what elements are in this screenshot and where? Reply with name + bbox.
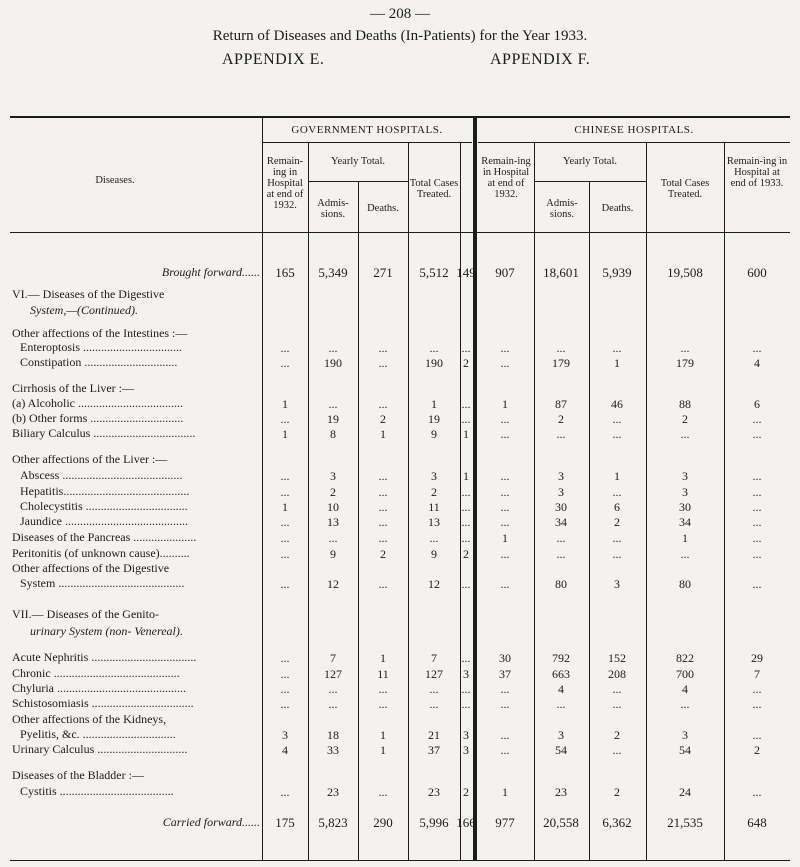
table-cell: 9 bbox=[330, 547, 336, 561]
table-cell: 2 bbox=[682, 412, 688, 426]
table-cell: ... bbox=[612, 485, 622, 499]
table-cell: 37 bbox=[499, 667, 511, 681]
table-cell: 9 bbox=[431, 427, 437, 441]
row-label: Other affections of the Intestines :— bbox=[12, 326, 188, 340]
table-cell: 792 bbox=[552, 651, 570, 665]
table-cell: 179 bbox=[676, 356, 694, 370]
table-cell: ... bbox=[461, 341, 471, 355]
table-cell: ... bbox=[378, 341, 388, 355]
table-cell: 2 bbox=[614, 785, 620, 799]
table-cell: 1 bbox=[463, 427, 469, 441]
table-cell: ... bbox=[461, 500, 471, 514]
table-cell: ... bbox=[378, 485, 388, 499]
table-cell: 190 bbox=[324, 356, 342, 370]
table-cell: ... bbox=[556, 427, 566, 441]
table-cell: ... bbox=[752, 469, 762, 483]
table-cell: 1 bbox=[282, 500, 288, 514]
table-cell: 1 bbox=[682, 531, 688, 545]
table-cell: ... bbox=[328, 341, 338, 355]
table-cell: 1 bbox=[614, 356, 620, 370]
table-cell: 6 bbox=[614, 500, 620, 514]
table-cell: ... bbox=[752, 531, 762, 545]
table-cell: ... bbox=[752, 728, 762, 742]
row-label: Diseases of the Bladder :— bbox=[12, 768, 144, 782]
table-cell: ... bbox=[328, 531, 338, 545]
table-cell: ... bbox=[752, 412, 762, 426]
table-cell: ... bbox=[280, 531, 290, 545]
header-bottom-rule bbox=[10, 232, 790, 233]
table-cell: ... bbox=[461, 682, 471, 696]
table-cell: ... bbox=[378, 697, 388, 711]
table-cell: 20,558 bbox=[543, 815, 579, 830]
table-cell: ... bbox=[612, 341, 622, 355]
table-cell: 46 bbox=[611, 397, 623, 411]
header-chi-yearly-total: Yearly Total. bbox=[562, 156, 617, 167]
appendix-f-heading: APPENDIX F. bbox=[490, 51, 591, 68]
table-cell: 5,996 bbox=[419, 815, 449, 830]
header-gov-deaths: Deaths. bbox=[367, 203, 399, 214]
table-cell: 290 bbox=[373, 815, 393, 830]
table-cell: 4 bbox=[754, 356, 760, 370]
table-cell: 190 bbox=[425, 356, 443, 370]
table-cell: ... bbox=[752, 577, 762, 591]
table-cell: 1 bbox=[463, 469, 469, 483]
total-row-label: Carried forward...... bbox=[162, 815, 260, 829]
table-cell: 88 bbox=[679, 397, 691, 411]
table-cell: ... bbox=[461, 651, 471, 665]
table-cell: 87 bbox=[555, 397, 567, 411]
table-cell: ... bbox=[280, 651, 290, 665]
header-government-hospitals: GOVERNMENT HOSPITALS. bbox=[291, 124, 443, 136]
table-cell: 23 bbox=[555, 785, 567, 799]
table-cell: ... bbox=[500, 697, 510, 711]
table-cell: 3 bbox=[330, 469, 336, 483]
header-chinese-hospitals: CHINESE HOSPITALS. bbox=[574, 124, 694, 136]
table-cell: ... bbox=[461, 397, 471, 411]
table-cell: 12 bbox=[327, 577, 339, 591]
table-cell: 822 bbox=[676, 651, 694, 665]
table-cell: ... bbox=[461, 577, 471, 591]
table-cell: ... bbox=[500, 682, 510, 696]
page-number: — 208 — bbox=[370, 6, 430, 22]
header-chi-remain-1932: Remain-ing in Hospital at end of 1932. bbox=[481, 156, 531, 200]
table-cell: ... bbox=[378, 531, 388, 545]
table-cell: 3 bbox=[431, 469, 437, 483]
table-cell: ... bbox=[280, 547, 290, 561]
table-cell: 5,349 bbox=[318, 265, 348, 280]
table-cell: 1 bbox=[502, 785, 508, 799]
table-cell: ... bbox=[680, 427, 690, 441]
row-label: Other affections of the Digestive bbox=[12, 561, 170, 575]
appendix-e-heading: APPENDIX E. bbox=[222, 51, 325, 68]
table-cell: ... bbox=[280, 469, 290, 483]
table-cell: 12 bbox=[428, 577, 440, 591]
table-cell: 1 bbox=[380, 427, 386, 441]
table-cell: 54 bbox=[555, 743, 567, 757]
row-label: Other affections of the Liver :— bbox=[12, 452, 168, 466]
gov-group-underline bbox=[262, 142, 472, 143]
table-cell: 179 bbox=[552, 356, 570, 370]
table-cell: ... bbox=[556, 547, 566, 561]
table-cell: ... bbox=[680, 697, 690, 711]
table-cell: 18 bbox=[327, 728, 339, 742]
table-cell: 7 bbox=[431, 651, 437, 665]
table-cell: 19 bbox=[327, 412, 339, 426]
table-cell: 700 bbox=[676, 667, 694, 681]
table-cell: ... bbox=[500, 515, 510, 529]
table-cell: 8 bbox=[330, 427, 336, 441]
table-cell: ... bbox=[328, 682, 338, 696]
table-cell: 7 bbox=[330, 651, 336, 665]
table-cell: 152 bbox=[608, 651, 626, 665]
table-cell: 907 bbox=[495, 265, 515, 280]
table-cell: 4 bbox=[282, 743, 288, 757]
table-cell: 3 bbox=[282, 728, 288, 742]
chi-group-underline bbox=[478, 142, 790, 143]
table-cell: 80 bbox=[679, 577, 691, 591]
table-cell: 6,362 bbox=[602, 815, 632, 830]
table-cell: ... bbox=[280, 697, 290, 711]
table-top-rule bbox=[10, 116, 790, 118]
table-cell: ... bbox=[500, 341, 510, 355]
row-label: Chyluria ........................................... bbox=[12, 681, 186, 695]
table-cell: 1 bbox=[614, 469, 620, 483]
table-cell: ... bbox=[429, 341, 439, 355]
table-cell: ... bbox=[500, 577, 510, 591]
table-cell: 13 bbox=[327, 515, 339, 529]
table-cell: 3 bbox=[463, 728, 469, 742]
table-cell: 37 bbox=[428, 743, 440, 757]
table-cell: 1 bbox=[282, 397, 288, 411]
table-cell: ... bbox=[328, 697, 338, 711]
table-cell: 18,601 bbox=[543, 265, 579, 280]
table-cell: 149 bbox=[456, 265, 476, 280]
table-cell: ... bbox=[280, 667, 290, 681]
table-cell: ... bbox=[556, 341, 566, 355]
table-cell: 1 bbox=[431, 397, 437, 411]
header-gov-admissions: Admis-sions. bbox=[317, 198, 349, 220]
table-cell: ... bbox=[280, 682, 290, 696]
table-cell: 2 bbox=[614, 515, 620, 529]
table-cell: 5,512 bbox=[419, 265, 449, 280]
table-cell: 648 bbox=[747, 815, 767, 830]
table-cell: ... bbox=[752, 785, 762, 799]
table-cell: 19 bbox=[428, 412, 440, 426]
header-chi-deaths: Deaths. bbox=[601, 203, 634, 214]
table-cell: ... bbox=[280, 356, 290, 370]
table-cell: 663 bbox=[552, 667, 570, 681]
table-cell: 5,823 bbox=[318, 815, 348, 830]
table-cell: ... bbox=[752, 485, 762, 499]
table-bottom-rule bbox=[10, 860, 790, 861]
table-cell: ... bbox=[500, 485, 510, 499]
table-cell: 166 bbox=[456, 815, 476, 830]
table-cell: 4 bbox=[682, 682, 688, 696]
table-cell: ... bbox=[752, 547, 762, 561]
table-cell: ... bbox=[752, 697, 762, 711]
row-label: Schistosomiasis .................................. bbox=[12, 696, 194, 710]
table-cell: ... bbox=[280, 515, 290, 529]
table-cell: 80 bbox=[555, 577, 567, 591]
table-cell: 11 bbox=[428, 500, 440, 514]
table-cell: 600 bbox=[747, 265, 767, 280]
table-cell: 165 bbox=[275, 265, 295, 280]
table-cell: ... bbox=[752, 515, 762, 529]
table-cell: 30 bbox=[555, 500, 567, 514]
header-gov-total-cases: Total Cases Treated. bbox=[409, 178, 459, 200]
header-chi-admissions: Admis-sions. bbox=[546, 198, 578, 220]
table-cell: 1 bbox=[502, 531, 508, 545]
table-cell: 13 bbox=[428, 515, 440, 529]
table-cell: 3 bbox=[558, 728, 564, 742]
table-cell: 3 bbox=[558, 485, 564, 499]
table-cell: ... bbox=[378, 356, 388, 370]
row-label: Other affections of the Kidneys, bbox=[12, 712, 167, 726]
table-cell: ... bbox=[556, 531, 566, 545]
row-label: Cholecystitis .................................. bbox=[20, 499, 188, 513]
table-cell: 29 bbox=[751, 651, 763, 665]
table-cell: 127 bbox=[425, 667, 443, 681]
table-cell: 23 bbox=[428, 785, 440, 799]
table-cell: ... bbox=[612, 697, 622, 711]
row-label: Cystitis ...................................... bbox=[20, 784, 174, 798]
row-label: Biliary Calculus .................................. bbox=[12, 426, 196, 440]
table-cell: 127 bbox=[324, 667, 342, 681]
table-cell: ... bbox=[378, 577, 388, 591]
table-cell: 2 bbox=[380, 547, 386, 561]
table-cell: 21 bbox=[428, 728, 440, 742]
table-cell: ... bbox=[280, 412, 290, 426]
table-cell: ... bbox=[378, 469, 388, 483]
table-cell: 3 bbox=[682, 469, 688, 483]
table-cell: ... bbox=[752, 682, 762, 696]
table-cell: ... bbox=[429, 697, 439, 711]
table-cell: 2 bbox=[754, 743, 760, 757]
table-cell: ... bbox=[429, 682, 439, 696]
table-cell: 1 bbox=[380, 728, 386, 742]
table-cell: ... bbox=[429, 531, 439, 545]
table-cell: 9 bbox=[431, 547, 437, 561]
table-cell: 3 bbox=[614, 577, 620, 591]
table-cell: ... bbox=[612, 743, 622, 757]
row-label: Constipation ............................... bbox=[20, 355, 178, 369]
table-cell: ... bbox=[556, 697, 566, 711]
table-cell: ... bbox=[378, 515, 388, 529]
table-cell: 1 bbox=[282, 427, 288, 441]
table-cell: 271 bbox=[373, 265, 393, 280]
table-cell: 11 bbox=[377, 667, 389, 681]
header-chi-remain-1933: Remain-ing in Hospital at end of 1933. bbox=[726, 156, 788, 189]
table-cell: ... bbox=[378, 397, 388, 411]
table-cell: 19,508 bbox=[667, 265, 703, 280]
table-cell: ... bbox=[378, 682, 388, 696]
table-cell: ... bbox=[378, 785, 388, 799]
table-cell: ... bbox=[328, 397, 338, 411]
table-cell: ... bbox=[500, 427, 510, 441]
section-heading: VII.— Diseases of the Genito- bbox=[12, 607, 159, 621]
table-cell: 2 bbox=[463, 547, 469, 561]
table-cell: 2 bbox=[614, 728, 620, 742]
table-cell: 3 bbox=[463, 667, 469, 681]
table-cell: ... bbox=[612, 682, 622, 696]
header-gov-remain-1932: Remain-ing in Hospital at end of 1932. bbox=[266, 156, 304, 211]
row-label: Abscess ........................................ bbox=[20, 468, 183, 482]
table-cell: ... bbox=[461, 515, 471, 529]
row-label: Pyelitis, &c. ............................... bbox=[20, 727, 176, 741]
total-row-label: Brought forward...... bbox=[161, 265, 260, 279]
table-cell: ... bbox=[500, 469, 510, 483]
table-cell: 2 bbox=[463, 785, 469, 799]
row-label: Chronic .......................................... bbox=[12, 666, 180, 680]
table-cell: ... bbox=[500, 412, 510, 426]
table-cell: ... bbox=[500, 728, 510, 742]
table-cell: ... bbox=[752, 427, 762, 441]
table-cell: 33 bbox=[327, 743, 339, 757]
table-cell: ... bbox=[500, 500, 510, 514]
row-label: Jaundice ......................................... bbox=[20, 514, 188, 528]
table-cell: 175 bbox=[275, 815, 295, 830]
header-chi-total-cases: Total Cases Treated. bbox=[660, 178, 710, 200]
section-heading: System,—(Continued). bbox=[30, 303, 138, 317]
table-cell: ... bbox=[680, 341, 690, 355]
row-label: Hepatitis.......................................... bbox=[20, 484, 190, 498]
table-cell: ... bbox=[500, 356, 510, 370]
section-heading: VI.— Diseases of the Digestive bbox=[12, 287, 165, 301]
table-cell: 208 bbox=[608, 667, 626, 681]
row-label: (b) Other forms ............................... bbox=[12, 411, 184, 425]
table-cell: 24 bbox=[679, 785, 691, 799]
table-cell: 1 bbox=[502, 397, 508, 411]
table-cell: ... bbox=[752, 500, 762, 514]
table-cell: ... bbox=[461, 531, 471, 545]
table-cell: 23 bbox=[327, 785, 339, 799]
row-label: Urinary Calculus .............................. bbox=[12, 742, 188, 756]
table-cell: 7 bbox=[754, 667, 760, 681]
section-heading: urinary System (non- Venereal). bbox=[30, 624, 183, 638]
table-cell: 30 bbox=[679, 500, 691, 514]
table-cell: 34 bbox=[555, 515, 567, 529]
table-cell: 2 bbox=[380, 412, 386, 426]
table-cell: ... bbox=[500, 743, 510, 757]
table-cell: 977 bbox=[495, 815, 515, 830]
table-cell: 4 bbox=[558, 682, 564, 696]
table-cell: 34 bbox=[679, 515, 691, 529]
table-cell: ... bbox=[378, 500, 388, 514]
table-cell: ... bbox=[500, 547, 510, 561]
row-label: (a) Alcoholic ................................... bbox=[12, 396, 183, 410]
table-cell: 2 bbox=[463, 356, 469, 370]
header-gov-yearly-total: Yearly Total. bbox=[330, 156, 385, 167]
table-cell: 1 bbox=[380, 651, 386, 665]
row-label: Acute Nephritis ................................... bbox=[12, 650, 197, 664]
table-cell: ... bbox=[280, 785, 290, 799]
table-cell: ... bbox=[461, 412, 471, 426]
table-cell: 10 bbox=[327, 500, 339, 514]
table-cell: ... bbox=[461, 485, 471, 499]
table-cell: ... bbox=[612, 547, 622, 561]
table-cell: 3 bbox=[558, 469, 564, 483]
header-diseases: Diseases. bbox=[95, 175, 135, 186]
row-label: Enteroptosis ................................. bbox=[20, 340, 182, 354]
table-cell: ... bbox=[612, 427, 622, 441]
table-cell: 21,535 bbox=[667, 815, 703, 830]
table-cell: 3 bbox=[463, 743, 469, 757]
table-cell: ... bbox=[612, 531, 622, 545]
table-cell: ... bbox=[752, 341, 762, 355]
table-cell: ... bbox=[680, 547, 690, 561]
table-cell: ... bbox=[280, 577, 290, 591]
table-cell: ... bbox=[612, 412, 622, 426]
chi-yearly-underline bbox=[534, 181, 646, 182]
page-title: Return of Diseases and Deaths (In-Patients) for the Year 1933. bbox=[212, 28, 588, 44]
table-cell: 5,939 bbox=[602, 265, 632, 280]
table-cell: 54 bbox=[679, 743, 691, 757]
table-cell: 2 bbox=[558, 412, 564, 426]
table-cell: 2 bbox=[330, 485, 336, 499]
table-cell: 3 bbox=[682, 728, 688, 742]
table-cell: ... bbox=[280, 341, 290, 355]
table-cell: 1 bbox=[380, 743, 386, 757]
table-cell: 30 bbox=[499, 651, 511, 665]
row-label: System .......................................... bbox=[20, 576, 185, 590]
table-cell: ... bbox=[461, 697, 471, 711]
table-cell: ... bbox=[280, 485, 290, 499]
table-cell: 3 bbox=[682, 485, 688, 499]
table-cell: 2 bbox=[431, 485, 437, 499]
table-cell: 6 bbox=[754, 397, 760, 411]
row-label: Cirrhosis of the Liver :— bbox=[12, 381, 134, 395]
row-label: Diseases of the Pancreas ..................... bbox=[12, 530, 197, 544]
row-label: Peritonitis (of unknown cause).......... bbox=[12, 546, 190, 560]
